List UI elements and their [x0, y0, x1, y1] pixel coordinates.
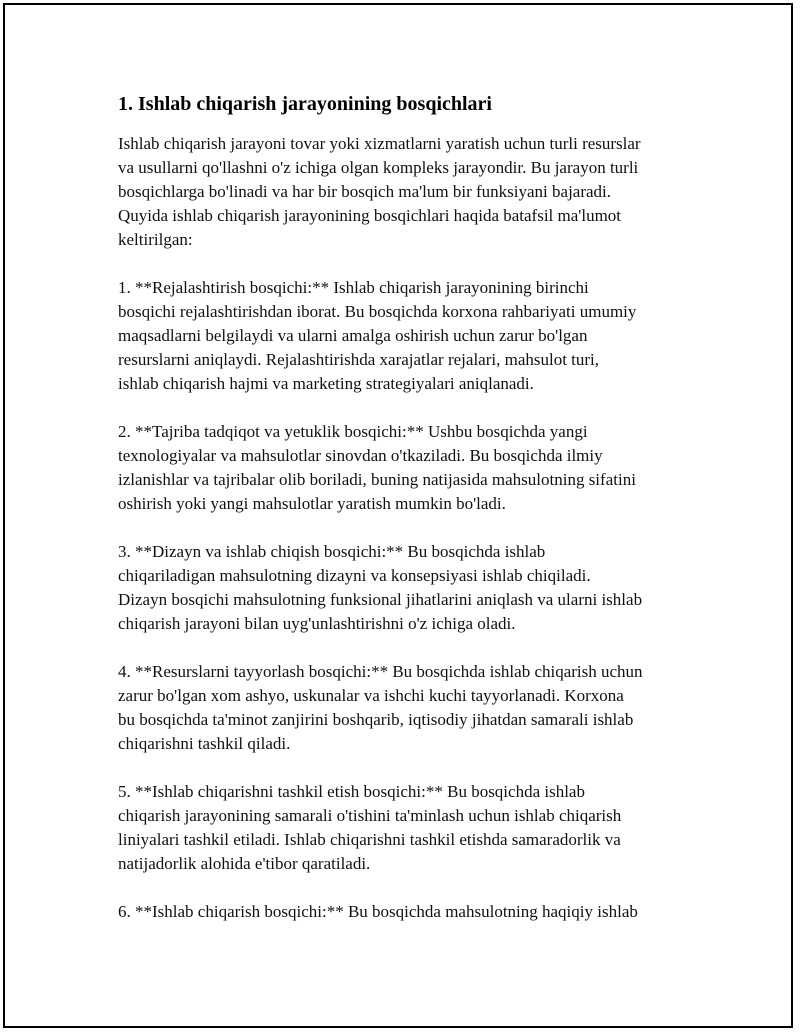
- stage-5-paragraph: [118, 780, 698, 876]
- paragraph-line: resurslarni aniqlaydi. Rejalashtirishda xarajatlar rejalari, mahsulot turi,: [118, 350, 600, 369]
- paragraph-line: 1. **Rejalashtirish bosqichi:** Ishlab chiqarish jarayonining birinchi: [118, 278, 589, 297]
- paragraph-line: natijadorlik alohida e'tibor qaratiladi.: [118, 854, 371, 873]
- paragraph-line: 4. **Resurslarni tayyorlash bosqichi:** Bu bosqichda ishlab chiqarish uchun: [118, 662, 643, 681]
- paragraph-line: chiqarish jarayonining samarali o'tishini ta'minlash uchun ishlab chiqarish: [118, 806, 622, 825]
- paragraph-line: oshirish yoki yangi mahsulotlar yaratish mumkin bo'ladi.: [118, 494, 506, 513]
- paragraph-line: 6. **Ishlab chiqarish bosqichi:** Bu bosqichda mahsulotning haqiqiy ishlab: [118, 902, 638, 921]
- paragraph-line: bosqichi rejalashtirishdan iborat. Bu bosqichda korxona rahbariyati umumiy: [118, 302, 637, 321]
- intro-paragraph: [118, 132, 698, 252]
- paragraph-line: liniyalari tashkil etiladi. Ishlab chiqarishni tashkil etishda samaradorlik va: [118, 830, 621, 849]
- stage-3-paragraph: [118, 540, 698, 636]
- stage-6-paragraph: [118, 900, 698, 924]
- paragraph-line: zarur bo'lgan xom ashyo, uskunalar va ishchi kuchi tayyorlanadi. Korxona: [118, 686, 624, 705]
- paragraph-line: keltirilgan:: [118, 230, 193, 249]
- paragraph-line: Ishlab chiqarish jarayoni tovar yoki xizmatlarni yaratish uchun turli resurslar: [118, 134, 641, 153]
- paragraph-line: bosqichlarga bo'linadi va har bir bosqich ma'lum bir funksiyani bajaradi.: [118, 182, 612, 201]
- paragraph-line: Quyida ishlab chiqarish jarayonining bosqichlari haqida batafsil ma'lumot: [118, 206, 622, 225]
- paragraph-line: maqsadlarni belgilaydi va ularni amalga oshirish uchun zarur bo'lgan: [118, 326, 588, 345]
- section-heading: 1. Ishlab chiqarish jarayonining bosqichlari: [118, 93, 492, 115]
- paragraph-line: chiqariladigan mahsulotning dizayni va konsepsiyasi ishlab chiqiladi.: [118, 566, 591, 585]
- paragraph-line: ishlab chiqarish hajmi va marketing strategiyalari aniqlanadi.: [118, 374, 534, 393]
- stage-2-paragraph: [118, 420, 698, 516]
- paragraph-line: va usullarni qo'llashni o'z ichiga olgan kompleks jarayondir. Bu jarayon turli: [118, 158, 639, 177]
- paragraph-line: chiqarishni tashkil qiladi.: [118, 734, 291, 753]
- paragraph-line: texnologiyalar va mahsulotlar sinovdan o'tkaziladi. Bu bosqichda ilmiy: [118, 446, 603, 465]
- paragraph-line: Dizayn bosqichi mahsulotning funksional jihatlarini aniqlash va ularni ishlab: [118, 590, 643, 609]
- paragraph-line: 5. **Ishlab chiqarishni tashkil etish bosqichi:** Bu bosqichda ishlab: [118, 782, 585, 801]
- document-body: [118, 90, 698, 948]
- paragraph-line: 2. **Tajriba tadqiqot va yetuklik bosqichi:** Ushbu bosqichda yangi: [118, 422, 588, 441]
- paragraph-line: bu bosqichda ta'minot zanjirini boshqarib, iqtisodiy jihatdan samarali ishlab: [118, 710, 634, 729]
- stage-1-paragraph: [118, 276, 698, 396]
- stage-4-paragraph: [118, 660, 698, 756]
- paragraph-line: izlanishlar va tajribalar olib boriladi, buning natijasida mahsulotning sifatini: [118, 470, 636, 489]
- paragraph-line: chiqarish jarayoni bilan uyg'unlashtirishni o'z ichiga oladi.: [118, 614, 516, 633]
- paragraph-line: 3. **Dizayn va ishlab chiqish bosqichi:** Bu bosqichda ishlab: [118, 542, 546, 561]
